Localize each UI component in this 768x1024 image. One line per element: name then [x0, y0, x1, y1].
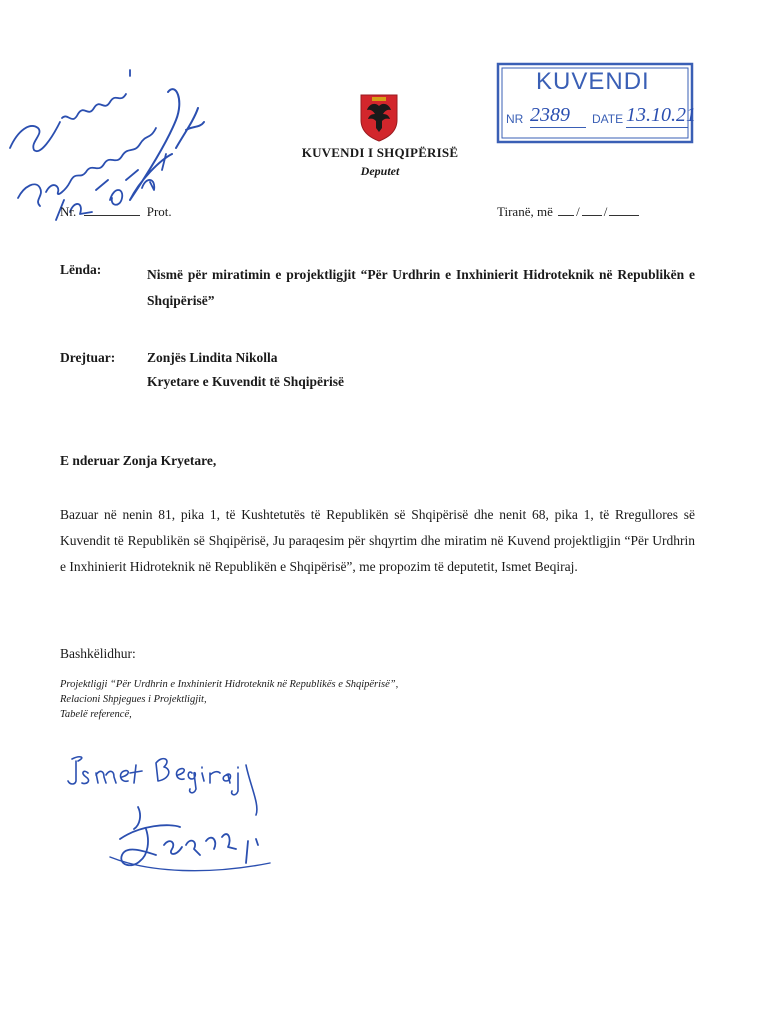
stamp-title: KUVENDI: [536, 68, 650, 95]
nr-blank: [84, 204, 140, 216]
day-blank: [558, 204, 574, 216]
handwritten-signature: [60, 745, 320, 885]
addressee-name: Zonjës Lindita Nikolla: [147, 350, 278, 365]
attachments-label: Bashkëlidhur:: [60, 646, 136, 661]
albania-emblem-icon: [357, 92, 401, 142]
stamp-date-label: DATE: [592, 112, 624, 126]
place-date: Tiranë, më / /: [497, 204, 641, 220]
nr-label: Nr.: [60, 204, 77, 219]
prot-label: Prot.: [146, 204, 172, 219]
registration-stamp: [496, 62, 694, 144]
body-paragraph: Bazuar në nenin 81, pika 1, të Kushtetutës të Republikën së Shqipërisë dhe nenit 68, pika 1, të Rregullores së Kuvendit të Republikën së Shqipërisë, Ju paraqesim për shqyrtim dhe miratim në Kuvend projektligjin “Për Urdhrin e Inxhinierit Hidroteknik në Republikën e Shqipërisë”, me propozim të deputetit, Ismet Beqiraj.: [60, 507, 695, 574]
month-blank: [582, 204, 602, 216]
stamp-date-value: 13.10.21: [626, 104, 696, 126]
organization-name: KUVENDI I SHQIPËRISË: [301, 145, 459, 160]
reference-number: [60, 204, 172, 220]
stamp-nr-value: 2389: [530, 104, 586, 128]
attachment-item: Tabelë referencë,: [60, 709, 132, 720]
year-blank: [609, 204, 639, 216]
addressee-role: Kryetare e Kuvendit të Shqipërisë: [147, 374, 344, 389]
subject-text: Nismë për miratimin e projektligjit “Për Urdhrin e Inxhinierit Hidroteknik në Republikën e Shqipërisë”: [147, 267, 695, 308]
organization-subtitle: Deputet: [360, 164, 400, 178]
salutation: E nderuar Zonja Kryetare,: [60, 453, 217, 468]
attachment-item: Relacioni Shpjegues i Projektligjit,: [60, 694, 207, 705]
stamp-nr-label: NR: [506, 112, 524, 126]
handwritten-annotation: [0, 30, 220, 230]
attachment-item: Projektligji “Për Urdhrin e Inxhinierit Hidroteknik në Republikës e Shqipërisë”,: [60, 679, 399, 690]
attachments-list: [60, 677, 398, 722]
place-label: Tiranë, më: [497, 204, 553, 219]
addressee-label: Drejtuar:: [60, 350, 116, 365]
subject-label: Lënda:: [60, 262, 102, 277]
